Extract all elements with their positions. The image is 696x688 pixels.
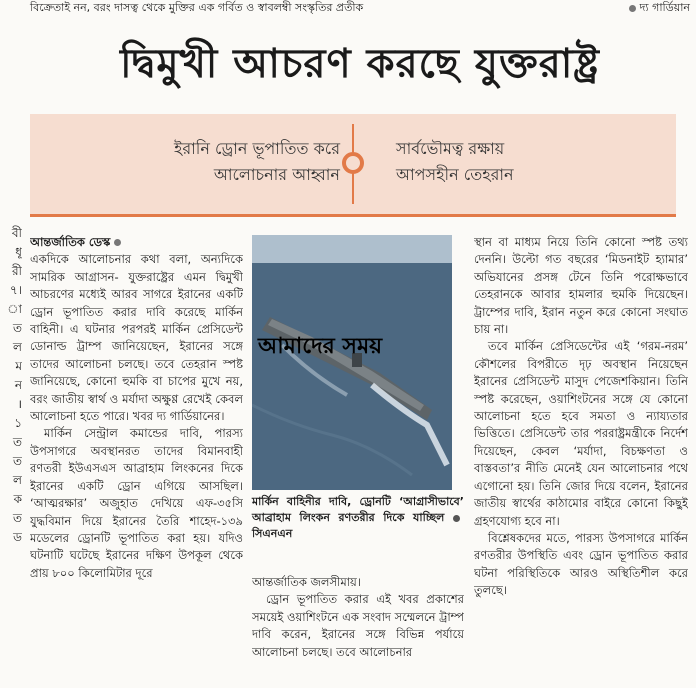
paragraph: মার্কিন সেন্ট্রাল কমান্ডের দাবি, পারস্য উপসাগরে অবস্থানরত তাদের বিমানবাহী রণতরী ইউএসএস আব্রাহাম লিংকনের দিকে ইরানের একটি ড্রোন এগিয়ে আসছিল। ‘আত্মরক্ষার’ অজুহাত দেখিয়ে এফ-৩৫সি যুদ্ধবিমান দিয়ে ইরানের তৈরি শাহেদ-১৩৯ মডেলের ড্রোনটি ভূপাতিত করা হয়। যদিও ঘটনাটি ঘটেছে ইরানের দক্ষিণ উপকূল থেকে প্রায় ৮০০ কিলোমিটার দূরে	[30, 426, 243, 580]
subhead-left: ইরানি ড্রোন ভূপাতিত করে আলোচনার আহ্বান	[174, 139, 340, 184]
paragraph: বিশ্লেষকদের মতে, পারস্য উপসাগরে মার্কিন রণতরীর উপস্থিতি এবং ড্রোন ভূপাতিত করার ঘটনা পরিস্থিতিকে আরও অস্থিতিশীল করে তুলছে।	[474, 530, 688, 598]
fragment-glyph: বী	[11, 226, 22, 240]
divider-rule	[30, 214, 676, 217]
fragment-glyph: ১	[14, 416, 22, 430]
subhead-band	[30, 114, 676, 214]
subhead-right: সার্বভৌমত্ব রক্ষায় আপসহীন তেহরান	[396, 139, 514, 184]
dateline: আন্তর্জাতিক ডেস্ক	[30, 234, 243, 251]
photo-watermark: আমাদের সময়	[258, 334, 383, 359]
photo-credit: সিএনএন	[252, 527, 293, 540]
fragment-glyph: ত	[12, 454, 22, 468]
fragment-glyph: ক	[13, 492, 22, 506]
bullet-icon	[453, 515, 460, 522]
photo-caption: মার্কিন বাহিনীর দাবি, ড্রোনটি ‘আগ্রাসীভাবে’ আব্রাহাম লিংকন রণতরীর দিকে যাচ্ছিল সিএনএন	[252, 495, 464, 540]
headline: দ্বিমুখী আচরণ করছে যুক্তরাষ্ট্র	[120, 40, 600, 87]
fragment-glyph: ড	[13, 530, 22, 544]
fragment-glyph: ত	[12, 435, 22, 449]
adjacent-article-fragment	[0, 224, 22, 688]
fragment-glyph: ল	[13, 340, 22, 354]
paragraph: আন্তর্জাতিক জলসীমায়।	[252, 575, 361, 589]
previous-article-source: দ্য গার্ডিয়ান	[629, 0, 690, 16]
top-bar	[30, 0, 690, 16]
fragment-glyph: ন	[14, 378, 22, 392]
article-column-3	[474, 234, 688, 688]
fragment-glyph: ধূ	[15, 245, 22, 259]
paragraph: একদিকে আলোচনার কথা বলা, অন্যদিকে সামরিক আগ্রাসন- যুক্তরাষ্ট্রের এমন দ্বিমুখী আচরণের মধ্যেই আরব সাগরে ইরানের একটি ড্রোন ভূপাতিত করার দাবি করেছে মার্কিন বাহিনী। এ ঘটনার পরপরই মার্কিন প্রেসিডেন্ট ডোনাল্ড ট্রাম্প জানিয়েছেন, ইরানের সঙ্গে তাদের আলোচনা চলছে। তবে তেহরান স্পষ্ট জানিয়েছে, কোনো হুমকি বা চাপের মুখে নয়, বরং জাতীয় স্বার্থ ও মর্যাদা অক্ষুণ্ণ রেখেই কেবল আলোচনা হতে পারে। খবর দ্য গার্ডিয়ানের।	[30, 252, 243, 424]
fragment-glyph: রী	[11, 264, 22, 278]
fragment-glyph: ৭।	[9, 283, 22, 297]
fragment-glyph: ত	[12, 511, 22, 525]
aircraft-carrier-illustration	[252, 235, 452, 490]
bullet-icon	[114, 239, 121, 246]
paragraph: স্থান বা মাধ্যম নিয়ে তিনি কোনো স্পষ্ট তথ্য দেননি। উল্টো গত বছরের ‘মিডনাইট হ্যামার’ অভিযানের প্রসঙ্গ টেনে তিনি পরোক্ষভাবে তেহরানকে আবার হামলার হুমকি দিয়েছেন। ট্রাম্পের দাবি, ইরান নতুন করে কোনো সংঘাত চায় না।	[474, 235, 688, 337]
article-column-2	[252, 574, 464, 688]
fragment-glyph: ।	[17, 397, 22, 411]
news-photo	[252, 235, 452, 490]
fragment-glyph: া	[7, 302, 22, 316]
paragraph: ড্রোন ভূপাতিত করার এই খবর প্রকাশের সময়েই ওয়াশিংটনে এক সংবাদ সম্মেলনে ট্রাম্প দাবি করেন, ইরানের সঙ্গে বিভিন্ন পর্যায়ে আলোচনা চলছে। তবে আলোচনার	[252, 592, 464, 659]
article-column-1	[30, 234, 243, 688]
fragment-glyph: ত	[12, 321, 22, 335]
ring-ornament-icon	[342, 152, 364, 174]
bullet-icon	[629, 5, 636, 12]
paragraph: তবে মার্কিন প্রেসিডেন্টের এই ‘গরম-নরম’ কৌশলের বিপরীতে দৃঢ় অবস্থান নিয়েছেন ইরানের প্রেসিডেন্ট মাসুদ পেজেশকিয়ান। তিনি স্পষ্ট করেছেন, ওয়াশিংটনের সঙ্গে যে কোনো আলোচনা হতে হবে সমতা ও ন্যায্যতার ভিত্তিতে। প্রেসিডেন্ট তার পররাষ্ট্রমন্ত্রীকে নির্দেশ দিয়েছেন, কেবল ‘মর্যাদা, বিচক্ষণতা ও বাস্তবতা’র নীতি মেনেই যেন আলোচনার পথে এগোনো হয়। তিনি জোর দিয়ে বলেন, ইরানের জাতীয় স্বার্থের কাঠামোর বাইরে কোনো কিছুই গ্রহণযোগ্য হবে না।	[474, 339, 688, 528]
fragment-glyph: ম	[15, 359, 22, 373]
fragment-glyph: ল	[13, 473, 22, 487]
previous-article-tail: বিক্রেতাই নন, বরং দাসত্ব থেকে মুক্তির এক গর্বিত ও স্বাবলম্বী সংস্কৃতির প্রতীক	[30, 1, 364, 14]
